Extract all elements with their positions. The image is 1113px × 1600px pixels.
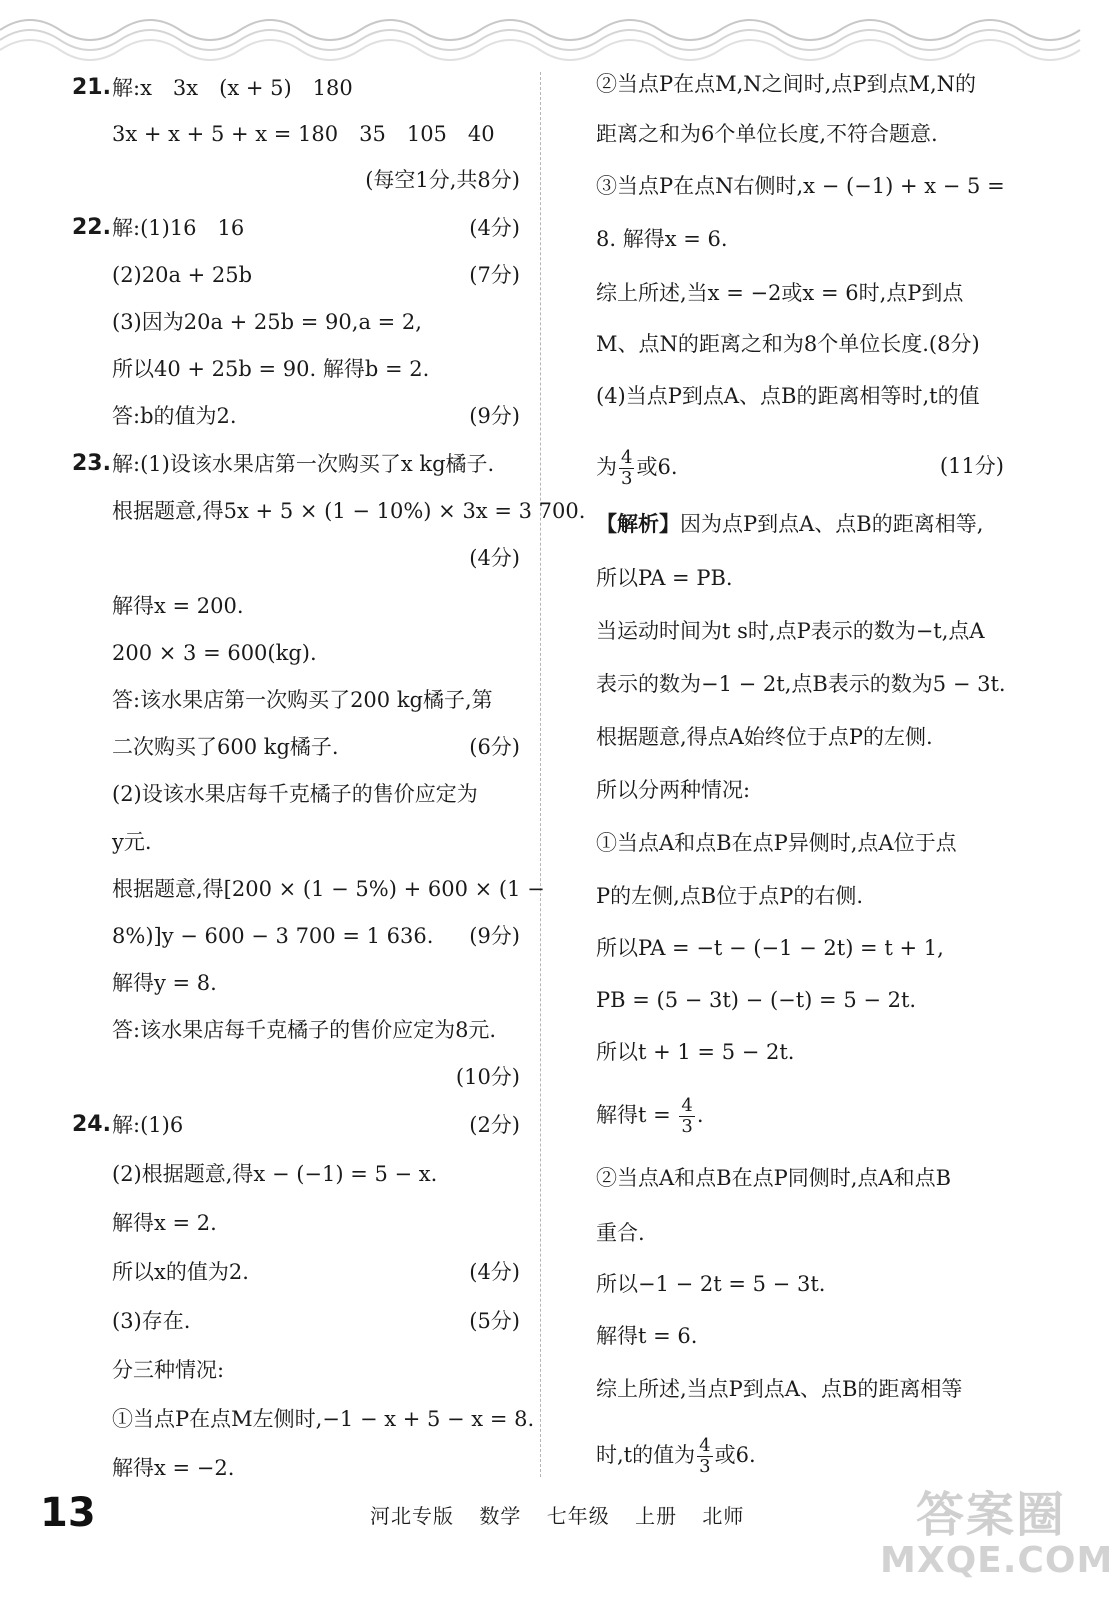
- answer-line: 所以t + 1 = 5 − 2t.: [596, 1040, 795, 1064]
- answer-line: 解得t = 6.: [596, 1324, 698, 1348]
- answer-line: P的左侧,点B位于点P的右侧.: [596, 884, 864, 908]
- answer-line: 8. 解得x = 6.: [596, 227, 728, 251]
- answer-line: 根据题意,得5x + 5 × (1 − 10%) × 3x = 3 700.: [112, 499, 586, 523]
- answer-line: 解:(1)设该水果店第一次购买了x kg橘子.: [112, 452, 495, 476]
- text-fragment: 时,t的值为: [596, 1443, 696, 1467]
- answer-line: 解得x = −2.: [112, 1456, 235, 1480]
- answer-line: 3x + x + 5 + x = 180 35 105 40: [112, 122, 495, 146]
- decorative-top-border: [0, 0, 1073, 70]
- fraction-numerator: 4: [699, 1435, 711, 1456]
- score-note: (5分): [469, 1309, 520, 1333]
- answer-line: 根据题意,得点A始终位于点P的左侧.: [596, 725, 933, 749]
- answer-line: 当运动时间为t s时,点P表示的数为−t,点A: [596, 619, 985, 643]
- answer-line: 所以PA = −t − (−1 − 2t) = t + 1,: [596, 936, 944, 960]
- question-number: 22.: [72, 215, 111, 240]
- watermark: [872, 1470, 1113, 1590]
- answer-line: 所以PA = PB.: [596, 566, 733, 590]
- answer-line: 解:x 3x (x + 5) 180: [112, 76, 353, 100]
- watermark-url: MXQE.COM: [880, 1540, 1113, 1581]
- answer-line: 答:b的值为2.: [112, 404, 237, 428]
- answer-line: y元.: [112, 830, 152, 854]
- answer-line: (2)设该水果店每千克橘子的售价应定为: [112, 782, 478, 806]
- answer-line: 答:该水果店每千克橘子的售价应定为8元.: [112, 1018, 497, 1042]
- answer-line-fraction: [596, 442, 678, 492]
- answer-line: (2)根据题意,得x − (−1) = 5 − x.: [112, 1162, 438, 1186]
- fraction-denominator: 3: [681, 1116, 693, 1137]
- answer-line: (3)因为20a + 25b = 90,a = 2,: [112, 310, 422, 334]
- score-note: (9分): [469, 924, 520, 948]
- text-fragment: 或6.: [636, 455, 678, 479]
- answer-line: 所以分两种情况:: [596, 778, 751, 802]
- answer-line: 解:(1)6: [112, 1113, 184, 1137]
- fraction: [679, 1096, 694, 1137]
- answer-line: 解得y = 8.: [112, 971, 217, 995]
- answer-line: ①当点A和点B在点P异侧时,点A位于点: [596, 831, 957, 855]
- answer-line: ②当点A和点B在点P同侧时,点A和点B: [596, 1166, 951, 1190]
- answer-line: 根据题意,得[200 × (1 − 5%) + 600 × (1 −: [112, 877, 545, 901]
- answer-line: 8%)]y − 600 − 3 700 = 1 636.: [112, 924, 434, 948]
- answer-line-fraction: [596, 1090, 704, 1140]
- answer-line: 二次购买了600 kg橘子.: [112, 735, 339, 759]
- answer-line: ①当点P在点M左侧时,−1 − x + 5 − x = 8.: [112, 1407, 535, 1431]
- fraction-numerator: 4: [681, 1095, 693, 1116]
- score-note: (2分): [469, 1113, 520, 1137]
- answer-line: 所以x的值为2.: [112, 1260, 249, 1284]
- score-note: (9分): [469, 404, 520, 428]
- analysis-heading-line: [596, 508, 983, 540]
- fraction: [697, 1436, 712, 1477]
- answer-line: (4)当点P到点A、点B的距离相等时,t的值: [596, 384, 980, 408]
- score-note: (7分): [469, 263, 520, 287]
- fraction-numerator: 4: [621, 447, 633, 468]
- score-note: (4分): [469, 1260, 520, 1284]
- score-note: (11分): [939, 454, 1004, 478]
- answer-line: (3)存在.: [112, 1309, 191, 1333]
- score-note: (4分): [469, 216, 520, 240]
- fraction-denominator: 3: [699, 1456, 711, 1477]
- answer-line: 综上所述,当x = −2或x = 6时,点P到点: [596, 281, 964, 305]
- answer-line: 表示的数为−1 − 2t,点B表示的数为5 − 3t.: [596, 672, 1006, 696]
- footer-book-info: 河北专版 数学 七年级 上册 北师: [370, 1504, 745, 1528]
- answer-line-fraction: [596, 1430, 756, 1480]
- fraction: [619, 448, 634, 489]
- fraction-denominator: 3: [621, 468, 633, 489]
- answer-line: ②当点P在点M,N之间时,点P到点M,N的: [596, 72, 977, 96]
- answer-line: 解得x = 2.: [112, 1211, 217, 1235]
- analysis-tag: 【解析】: [596, 511, 680, 536]
- answer-line: 200 × 3 = 600(kg).: [112, 641, 317, 665]
- question-number: 24.: [72, 1112, 111, 1137]
- question-number: 21.: [72, 75, 111, 100]
- score-note: (10分): [455, 1065, 520, 1089]
- answer-line: 解得x = 200.: [112, 594, 244, 618]
- text-fragment: 或6.: [714, 1443, 756, 1467]
- answer-line: 距离之和为6个单位长度,不符合题意.: [596, 122, 938, 146]
- answer-line: (2)20a + 25b: [112, 263, 253, 287]
- answer-line: 解:(1)16 16: [112, 216, 245, 240]
- answer-line: PB = (5 − 3t) − (−t) = 5 − 2t.: [596, 988, 917, 1012]
- text-fragment: 因为点P到点A、点B的距离相等,: [680, 512, 984, 536]
- column-divider: [540, 72, 541, 1477]
- question-22: [72, 212, 520, 244]
- watermark-brand: 答案圈: [916, 1487, 1067, 1543]
- answer-line: 答:该水果店第一次购买了200 kg橘子,第: [112, 688, 493, 712]
- answer-line: M、点N的距离之和为8个单位长度.(8分): [596, 332, 980, 356]
- answer-line: 重合.: [596, 1221, 645, 1245]
- text-fragment: 解得t =: [596, 1103, 678, 1127]
- text-fragment: 为: [596, 455, 617, 479]
- answer-line: 所以−1 − 2t = 5 − 3t.: [596, 1272, 826, 1296]
- score-note: (4分): [469, 546, 520, 570]
- answer-line: 所以40 + 25b = 90. 解得b = 2.: [112, 357, 430, 381]
- score-note: (每空1分,共8分): [365, 168, 520, 192]
- answer-line: 综上所述,当点P到点A、点B的距离相等: [596, 1377, 963, 1401]
- page-number: 13: [40, 1490, 96, 1536]
- score-note: (6分): [469, 735, 520, 759]
- answer-line: 分三种情况:: [112, 1358, 225, 1382]
- text-fragment: .: [696, 1103, 704, 1127]
- answer-line: ③当点P在点N右侧时,x − (−1) + x − 5 =: [596, 174, 1005, 198]
- question-number: 23.: [72, 451, 111, 476]
